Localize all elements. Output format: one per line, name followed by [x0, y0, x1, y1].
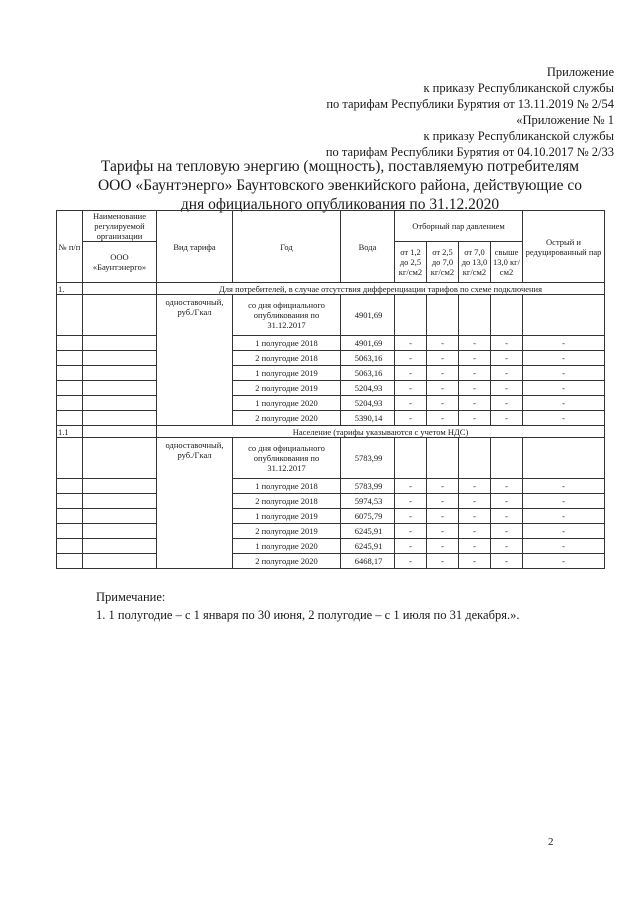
- period-cell: 1 полугодие 2018: [233, 336, 341, 351]
- water-value: 5974,53: [341, 494, 395, 509]
- table-row: [57, 411, 605, 426]
- steam-value: -: [459, 509, 491, 524]
- header-year: Год: [233, 211, 341, 283]
- steam-value: -: [523, 336, 605, 351]
- steam-value: -: [459, 524, 491, 539]
- empty-cell: [57, 438, 83, 479]
- steam-value: -: [395, 494, 427, 509]
- empty-cell: [83, 336, 157, 351]
- document-title: [70, 157, 610, 214]
- water-value: 5783,99: [341, 479, 395, 494]
- steam-value: -: [523, 554, 605, 569]
- section-num: 1.1: [57, 426, 83, 438]
- steam-value: -: [459, 351, 491, 366]
- empty-cell: [83, 426, 157, 438]
- steam-value: [491, 295, 523, 336]
- steam-value: -: [523, 509, 605, 524]
- period-cell: 2 полугодие 2018: [233, 351, 341, 366]
- header-steam-4: свыше 13,0 кг/см2: [491, 242, 523, 283]
- note-block: [96, 588, 519, 624]
- empty-cell: [57, 381, 83, 396]
- water-value: 5063,16: [341, 366, 395, 381]
- empty-cell: [83, 351, 157, 366]
- tariff-type: одноставочный, руб./Гкал: [157, 438, 233, 569]
- steam-value: -: [427, 336, 459, 351]
- table-header-row: [57, 211, 605, 242]
- steam-value: -: [523, 351, 605, 366]
- steam-value: -: [459, 396, 491, 411]
- water-value: 5390,14: [341, 411, 395, 426]
- tariff-type: одноставочный, руб./Гкал: [157, 295, 233, 426]
- steam-value: -: [427, 479, 459, 494]
- steam-value: -: [523, 494, 605, 509]
- steam-value: -: [491, 479, 523, 494]
- steam-value: -: [491, 524, 523, 539]
- steam-value: -: [491, 494, 523, 509]
- period-cell: со дня официального опубликования по 31.12.2017: [233, 295, 341, 336]
- steam-value: -: [427, 554, 459, 569]
- empty-cell: [83, 366, 157, 381]
- period-cell: 1 полугодие 2019: [233, 366, 341, 381]
- steam-value: [459, 295, 491, 336]
- steam-value: -: [523, 366, 605, 381]
- water-value: 6075,79: [341, 509, 395, 524]
- period-cell: 2 полугодие 2018: [233, 494, 341, 509]
- table-row: [57, 381, 605, 396]
- steam-value: -: [395, 336, 427, 351]
- period-cell: 2 полугодие 2019: [233, 524, 341, 539]
- steam-value: -: [459, 494, 491, 509]
- steam-value: -: [427, 366, 459, 381]
- empty-cell: [57, 351, 83, 366]
- steam-value: [395, 438, 427, 479]
- table-row: [57, 494, 605, 509]
- table-row: [57, 396, 605, 411]
- empty-cell: [57, 524, 83, 539]
- empty-cell: [57, 539, 83, 554]
- water-value: 5204,93: [341, 396, 395, 411]
- empty-cell: [57, 295, 83, 336]
- steam-value: -: [491, 411, 523, 426]
- table-row: [57, 351, 605, 366]
- header-line: к приказу Республиканской службы: [423, 129, 614, 143]
- table-row: [57, 336, 605, 351]
- steam-value: -: [491, 381, 523, 396]
- steam-value: -: [459, 554, 491, 569]
- section-num: 1.: [57, 283, 83, 295]
- empty-cell: [83, 411, 157, 426]
- section-row: [57, 426, 605, 438]
- steam-value: -: [395, 479, 427, 494]
- water-value: 5063,16: [341, 351, 395, 366]
- header-sharp-steam: Острый и редуцированный пар: [523, 211, 605, 283]
- steam-value: -: [491, 539, 523, 554]
- period-cell: 2 полугодие 2020: [233, 554, 341, 569]
- empty-cell: [57, 366, 83, 381]
- steam-value: -: [523, 524, 605, 539]
- header-line: «Приложение № 1: [516, 113, 614, 127]
- section-row: [57, 283, 605, 295]
- period-cell: 1 полугодие 2019: [233, 509, 341, 524]
- steam-value: -: [491, 351, 523, 366]
- steam-value: -: [459, 411, 491, 426]
- water-value: 4901,69: [341, 295, 395, 336]
- table-row: [57, 509, 605, 524]
- steam-value: -: [395, 381, 427, 396]
- empty-cell: [83, 438, 157, 479]
- table-row: [57, 479, 605, 494]
- note-title: Примечание:: [96, 590, 166, 604]
- tariff-table-wrapper: [56, 210, 604, 569]
- steam-value: -: [523, 411, 605, 426]
- steam-value: [395, 295, 427, 336]
- steam-value: [427, 295, 459, 336]
- steam-value: -: [427, 539, 459, 554]
- header-steam-1: от 1,2 до 2,5 кг/см2: [395, 242, 427, 283]
- steam-value: -: [523, 381, 605, 396]
- steam-value: -: [395, 411, 427, 426]
- steam-value: -: [427, 381, 459, 396]
- steam-value: -: [491, 509, 523, 524]
- empty-cell: [83, 554, 157, 569]
- steam-value: -: [395, 539, 427, 554]
- title-line: Тарифы на тепловую энергию (мощность), поставляемую потребителям: [100, 158, 580, 175]
- empty-cell: [83, 479, 157, 494]
- steam-value: -: [459, 366, 491, 381]
- header-steam-2: от 2,5 до 7,0 кг/см2: [427, 242, 459, 283]
- steam-value: -: [459, 479, 491, 494]
- empty-cell: [57, 396, 83, 411]
- empty-cell: [83, 494, 157, 509]
- steam-value: -: [395, 524, 427, 539]
- water-value: 6245,91: [341, 539, 395, 554]
- header-steam: Отборный пар давлением: [395, 211, 523, 242]
- steam-value: [459, 438, 491, 479]
- empty-cell: [83, 283, 157, 295]
- empty-cell: [83, 295, 157, 336]
- empty-cell: [57, 336, 83, 351]
- steam-value: -: [395, 509, 427, 524]
- steam-value: -: [491, 396, 523, 411]
- empty-cell: [57, 479, 83, 494]
- steam-value: [491, 438, 523, 479]
- table-row: [57, 438, 605, 479]
- steam-value: -: [395, 554, 427, 569]
- section-title: Население (тарифы указываются с учетом НДС): [157, 426, 605, 438]
- water-value: 5204,93: [341, 381, 395, 396]
- steam-value: -: [459, 381, 491, 396]
- header-line: по тарифам Республики Бурятия от 13.11.2019 № 2/54: [326, 97, 614, 111]
- steam-value: -: [395, 366, 427, 381]
- header-water: Вода: [341, 211, 395, 283]
- steam-value: [523, 295, 605, 336]
- empty-cell: [57, 554, 83, 569]
- appendix-header: [326, 64, 614, 160]
- steam-value: -: [427, 351, 459, 366]
- water-value: 6245,91: [341, 524, 395, 539]
- header-line: к приказу Республиканской службы: [423, 81, 614, 95]
- steam-value: -: [523, 539, 605, 554]
- section-title: Для потребителей, в случае отсутствия дифференциации тарифов по схеме подключения: [157, 283, 605, 295]
- steam-value: -: [491, 366, 523, 381]
- water-value: 5783,99: [341, 438, 395, 479]
- org-name: ООО «Баунтэнерго»: [83, 242, 157, 283]
- page-number: 2: [548, 836, 554, 848]
- header-org: Наименование регулируемой организации: [83, 211, 157, 242]
- steam-value: -: [395, 396, 427, 411]
- period-cell: 1 полугодие 2020: [233, 539, 341, 554]
- steam-value: -: [491, 336, 523, 351]
- header-line: Приложение: [546, 65, 614, 79]
- water-value: 6468,17: [341, 554, 395, 569]
- header-tariff-type: Вид тарифа: [157, 211, 233, 283]
- header-num: № п/п: [57, 211, 83, 283]
- title-line: ООО «Баунтэнерго» Баунтовского эвенкийского района, действующие со: [97, 177, 583, 194]
- water-value: 4901,69: [341, 336, 395, 351]
- steam-value: -: [523, 396, 605, 411]
- steam-value: -: [427, 524, 459, 539]
- steam-value: -: [459, 336, 491, 351]
- empty-cell: [57, 494, 83, 509]
- steam-value: -: [395, 351, 427, 366]
- empty-cell: [83, 539, 157, 554]
- empty-cell: [57, 411, 83, 426]
- header-line: по тарифам Республики Бурятия от 04.10.2017 № 2/33: [325, 145, 614, 159]
- title-line: дня официального опубликования по 31.12.2020: [180, 196, 500, 213]
- period-cell: со дня официального опубликования по 31.12.2017: [233, 438, 341, 479]
- table-row: [57, 524, 605, 539]
- table-row: [57, 554, 605, 569]
- steam-value: -: [427, 411, 459, 426]
- steam-value: -: [427, 509, 459, 524]
- period-cell: 1 полугодие 2020: [233, 396, 341, 411]
- steam-value: -: [459, 539, 491, 554]
- empty-cell: [83, 396, 157, 411]
- note-text: 1. 1 полугодие – с 1 января по 30 июня, 2 полугодие – с 1 июля по 31 декабря.».: [96, 608, 520, 622]
- header-steam-3: от 7,0 до 13,0 кг/см2: [459, 242, 491, 283]
- period-cell: 2 полугодие 2019: [233, 381, 341, 396]
- steam-value: -: [427, 494, 459, 509]
- steam-value: -: [523, 479, 605, 494]
- steam-value: [427, 438, 459, 479]
- table-row: [57, 366, 605, 381]
- empty-cell: [83, 524, 157, 539]
- table-row: [57, 295, 605, 336]
- steam-value: [523, 438, 605, 479]
- empty-cell: [83, 509, 157, 524]
- steam-value: -: [491, 554, 523, 569]
- period-cell: 1 полугодие 2018: [233, 479, 341, 494]
- table-row: [57, 539, 605, 554]
- empty-cell: [83, 381, 157, 396]
- empty-cell: [57, 509, 83, 524]
- period-cell: 2 полугодие 2020: [233, 411, 341, 426]
- steam-value: -: [427, 396, 459, 411]
- tariff-table: [56, 210, 605, 569]
